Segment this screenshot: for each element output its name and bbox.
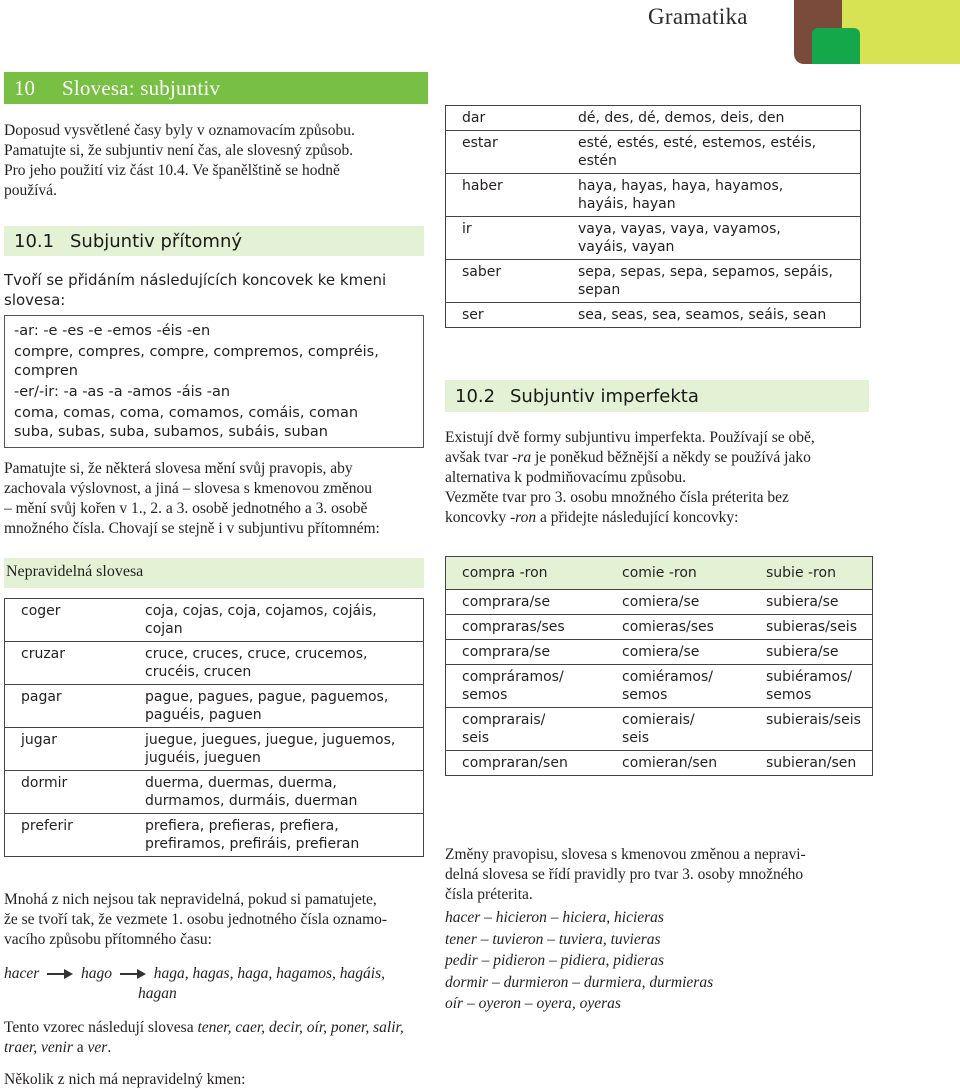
- forms-cell: [129, 685, 424, 728]
- cell-line: comiera/se: [622, 594, 700, 610]
- imperfect-examples: [445, 907, 869, 1015]
- table-row: [446, 260, 861, 303]
- irregular-heading: Nepravidelná slovesa: [6, 563, 144, 580]
- forms-line: paguéis, paguen: [145, 707, 262, 723]
- cell-line: semos: [462, 687, 508, 703]
- table-cell: [606, 590, 750, 615]
- forms-line: haya, hayas, haya, hayamos,: [578, 178, 784, 194]
- forms-cell: [129, 642, 424, 685]
- forms-line: sepan: [578, 282, 621, 298]
- intro-paragraph: [4, 121, 424, 201]
- imperfect-line: Existují dvě formy subjuntivu imperfekta. Používají se obě,: [445, 429, 815, 446]
- forms-line: prefiramos, prefiráis, prefieran: [145, 836, 360, 852]
- table-row: [446, 665, 873, 708]
- forms-line: estén: [578, 153, 617, 169]
- cell-line: semos: [766, 687, 812, 703]
- ending-line: -ar: -e -es -e -emos -éis -en: [14, 323, 211, 339]
- imperfect-text: avšak tvar: [445, 449, 509, 466]
- endings-content: [14, 322, 419, 442]
- table-row: [446, 174, 861, 217]
- imperfect-note: [445, 845, 869, 905]
- irregular-stem-intro: Několik z nich má nepravidelný kmen:: [4, 1071, 246, 1088]
- forms-cell: [562, 131, 861, 174]
- verb-cell: jugar: [5, 728, 130, 771]
- verb-cell: cruzar: [5, 642, 130, 685]
- forms-line: hayáis, hayan: [578, 196, 676, 212]
- imperfect-text: a přidejte následující koncovky:: [540, 509, 739, 526]
- cell-line: semos: [622, 687, 668, 703]
- cell-line: comprara/se: [462, 644, 551, 660]
- irregular-stem-table: [445, 105, 861, 328]
- imperfect-text: koncovky: [445, 509, 507, 526]
- intro-line: Pro jeho použití viz část 10.4. Ve španělštině se hodně: [4, 162, 340, 179]
- table-cell: [446, 615, 607, 640]
- cell-line: subieran/sen: [766, 755, 857, 771]
- cell-line: compraran/sen: [462, 755, 568, 771]
- cell-line: comieran/sen: [622, 755, 718, 771]
- explanation-line: že se tvoří tak, že vezmete 1. osobu jednotného čísla oznamo-: [4, 911, 388, 928]
- table-cell: [750, 590, 873, 615]
- forms-line: vayáis, vayan: [578, 239, 675, 255]
- section-intro: [4, 270, 424, 310]
- section-number: 10.2: [455, 386, 496, 407]
- ending-line: compren: [14, 363, 78, 379]
- cell-line: subiera/se: [766, 594, 839, 610]
- pattern-verbs: [4, 1018, 424, 1058]
- imperfect-line: Vezměte tvar pro 3. osobu množného čísla préterita bez: [445, 489, 789, 506]
- cell-line: comprara/se: [462, 594, 551, 610]
- cell-line: comieras/ses: [622, 619, 714, 635]
- imperfect-line: [445, 448, 869, 468]
- header-cell: comie -ron: [606, 557, 750, 590]
- forms-line: durmamos, durmáis, duerman: [145, 793, 358, 809]
- cell-line: subiéramos/: [766, 669, 853, 685]
- imperfect-line: [445, 508, 869, 528]
- table-cell: [750, 665, 873, 708]
- cell-line: subieras/seis: [766, 619, 857, 635]
- forms-line: sepa, sepas, sepa, sepamos, sepáis,: [578, 264, 833, 280]
- verb-cell: haber: [446, 174, 563, 217]
- table-row: [5, 685, 424, 728]
- forms-cell: [562, 174, 861, 217]
- section-number: 10.1: [14, 231, 55, 252]
- imperfect-text: je poněkud běžnější a někdy se používá jako: [534, 449, 811, 466]
- spelling-note: [4, 459, 424, 539]
- cell-line: comiéramos/: [622, 669, 713, 685]
- forms-line: vaya, vayas, vaya, vayamos,: [578, 221, 781, 237]
- explanation-line: Mnohá z nich nejsou tak nepravidelná, pokud si pamatujete,: [4, 891, 377, 908]
- table-row: [5, 642, 424, 685]
- forms-line: juegue, juegues, juegue, juguemos,: [145, 732, 396, 748]
- table-row: [446, 751, 873, 776]
- example-line: pedir – pidieron – pidiera, pidieras: [445, 952, 664, 969]
- arrow-right-icon: [47, 969, 73, 979]
- forms-cell: [129, 728, 424, 771]
- header-cell: subie -ron: [750, 557, 873, 590]
- note-line: Pamatujte si, že některá slovesa mění svůj pravopis, aby: [4, 460, 353, 477]
- table-cell: [750, 751, 873, 776]
- cell-line: comierais/: [622, 712, 695, 728]
- intro-line: Pamatujte si, že subjuntiv není čas, ale slovesný způsob.: [4, 142, 354, 159]
- table-cell: [446, 751, 607, 776]
- forms-line: prefiera, prefieras, prefiera,: [145, 818, 339, 834]
- table-cell: [750, 615, 873, 640]
- forms-line: pague, pagues, pague, paguemos,: [145, 689, 389, 705]
- verb-cell: saber: [446, 260, 563, 303]
- verb-cell: pagar: [5, 685, 130, 728]
- example-line: oír – oyeron – oyera, oyeras: [445, 995, 621, 1012]
- example-infinitive: hacer: [4, 965, 40, 982]
- pattern-end: .: [107, 1039, 112, 1056]
- forms-line: coja, cojas, coja, cojamos, cojáis,: [145, 603, 377, 619]
- arrow-right-icon: [120, 969, 146, 979]
- example-line: hacer – hicieron – hiciera, hicieras: [445, 909, 664, 926]
- verb-cell: preferir: [5, 814, 130, 857]
- forms-line: sea, seas, sea, seamos, seáis, sean: [578, 307, 827, 323]
- note-line: množného čísla. Chovají se stejně i v subjuntivu přítomném:: [4, 520, 380, 537]
- intro-line: Doposud vysvětlené časy byly v oznamovacím způsobu.: [4, 122, 355, 139]
- table-row: [446, 303, 861, 328]
- ending-line: coma, comas, coma, comamos, comáis, coman: [14, 405, 359, 421]
- table-cell: [750, 708, 873, 751]
- section-intro-line: slovesa:: [4, 291, 66, 309]
- verb-cell: dar: [446, 106, 563, 131]
- example-subjunctive-cont: hagan: [138, 985, 177, 1002]
- cell-line: compráramos/: [462, 669, 564, 685]
- note-line: delná slovesa se řídí pravidly pro tvar 3. osoby množného: [445, 866, 804, 883]
- forms-cell: [562, 106, 861, 131]
- running-header: Gramatika: [648, 4, 748, 29]
- table-cell: [446, 590, 607, 615]
- section-intro-line: Tvoří se přidáním následujících koncovek ke kmeni: [4, 271, 387, 289]
- table-row: [446, 640, 873, 665]
- table-row: [5, 728, 424, 771]
- example-first-person: hago: [81, 965, 113, 982]
- table-cell: [606, 708, 750, 751]
- table-cell: [446, 665, 607, 708]
- table-row: [5, 771, 424, 814]
- forms-line: duerma, duermas, duerma,: [145, 775, 337, 791]
- forms-line: esté, estés, esté, estemos, estéis,: [578, 135, 817, 151]
- intro-line: používá.: [4, 182, 57, 199]
- verb-cell: coger: [5, 599, 130, 642]
- table-row: [5, 814, 424, 857]
- cell-line: comprarais/: [462, 712, 546, 728]
- ending-line: compre, compres, compre, compremos, compréis,: [14, 344, 379, 360]
- table-row: [446, 217, 861, 260]
- forms-cell: [562, 260, 861, 303]
- explanation-line: vacího způsobu přítomného času:: [4, 931, 212, 948]
- cell-line: subiera/se: [766, 644, 839, 660]
- imperfect-endings-table: [445, 556, 873, 776]
- imperfect-line: alternativa k podmiňovacímu způsobu.: [445, 469, 687, 486]
- note-line: čísla préterita.: [445, 886, 533, 903]
- header-cell: compra -ron: [446, 557, 607, 590]
- forms-cell: [129, 771, 424, 814]
- table-header-row: [446, 557, 873, 590]
- table-row: [446, 708, 873, 751]
- irregular-verbs-table: [4, 598, 424, 857]
- ending-line: -er/-ir: -a -as -a -amos -áis -an: [14, 384, 231, 400]
- forms-line: juguéis, jueguen: [145, 750, 261, 766]
- table-row: [446, 615, 873, 640]
- pattern-verb-list: tener, caer, decir, oír, poner, salir, traer, venir: [4, 1019, 404, 1056]
- example-subjunctive: haga, hagas, haga, hagamos, hagáis,: [153, 965, 386, 982]
- cell-line: seis: [462, 730, 490, 746]
- verb-cell: ser: [446, 303, 563, 328]
- forms-cell: [562, 217, 861, 260]
- imperfect-intro: [445, 428, 869, 528]
- table-row: [446, 131, 861, 174]
- table-cell: [606, 751, 750, 776]
- table-cell: [606, 640, 750, 665]
- hacer-example: [4, 964, 424, 1004]
- ending-line: suba, subas, suba, subamos, subáis, suban: [14, 424, 328, 440]
- chapter-number: 10: [14, 76, 35, 100]
- chapter-title: Slovesa: subjuntiv: [62, 76, 221, 100]
- verb-cell: estar: [446, 131, 563, 174]
- table-row: [446, 106, 861, 131]
- table-cell: [606, 615, 750, 640]
- note-line: – mění svůj kořen v 1., 2. a 3. osobě jednotného a 3. osobě: [4, 500, 368, 517]
- ending-ron: -ron: [510, 509, 537, 526]
- table-row: [5, 599, 424, 642]
- table-cell: [750, 640, 873, 665]
- example-line: dormir – durmieron – durmiera, durmieras: [445, 973, 714, 991]
- note-line: zachovala výslovnost, a jiná – slovesa s kmenovou změnou: [4, 480, 373, 497]
- irregular-explanation: [4, 890, 424, 950]
- section-title: Subjuntiv imperfekta: [510, 386, 699, 407]
- section-title: Subjuntiv přítomný: [70, 231, 243, 252]
- cell-line: subierais/seis: [766, 712, 861, 728]
- table-cell: [446, 640, 607, 665]
- pattern-last-verb: ver: [87, 1039, 108, 1056]
- verb-cell: ir: [446, 217, 563, 260]
- cell-line: compraras/ses: [462, 619, 565, 635]
- ending-ra: -ra: [512, 449, 532, 466]
- forms-cell: [129, 814, 424, 857]
- chapter-tab-green: [812, 28, 860, 64]
- cell-line: comiera/se: [622, 644, 700, 660]
- example-line: tener – tuvieron – tuviera, tuvieras: [445, 930, 661, 948]
- table-cell: [446, 708, 607, 751]
- verb-cell: dormir: [5, 771, 130, 814]
- pattern-conj: a: [76, 1039, 84, 1056]
- table-row: [446, 590, 873, 615]
- pattern-text: Tento vzorec následují slovesa: [4, 1019, 194, 1036]
- note-line: Změny pravopisu, slovesa s kmenovou změnou a nepravi-: [445, 846, 806, 863]
- table-cell: [606, 665, 750, 708]
- forms-line: dé, des, dé, demos, deis, den: [578, 110, 785, 126]
- cell-line: seis: [622, 730, 650, 746]
- forms-line: crucéis, crucen: [145, 664, 252, 680]
- forms-line: cojan: [145, 621, 183, 637]
- forms-line: cruce, cruces, cruce, crucemos,: [145, 646, 368, 662]
- forms-cell: [129, 599, 424, 642]
- forms-cell: [562, 303, 861, 328]
